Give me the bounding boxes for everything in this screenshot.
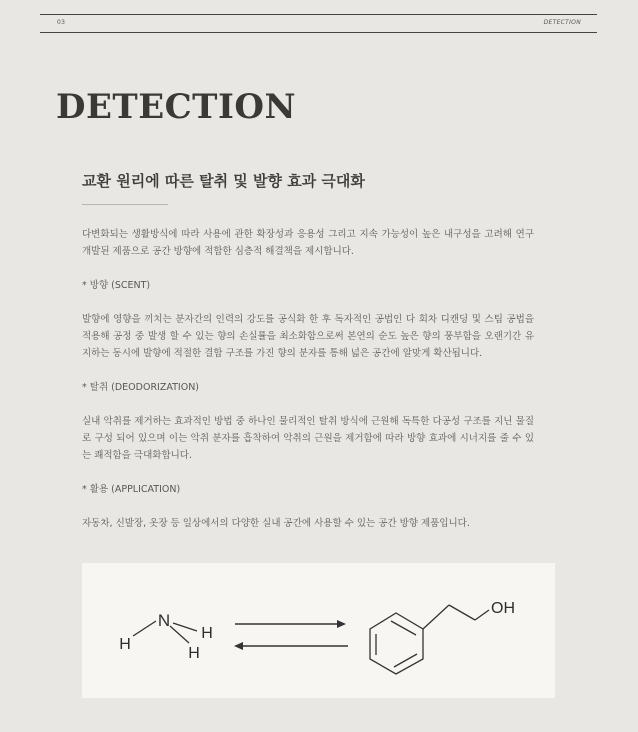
forward-arrow-head	[337, 620, 346, 628]
scent-paragraph: 발향에 영향을 끼치는 분자간의 인력의 강도를 공식화 한 후 독자적인 공법인 다 회차 디캔딩 및 스팀 공법을 적용해 공정 중 발생 할 수 있는 향의 손실률을 최소화함으로써 본연의 순도 높은 향의 풍부함을 오랜기간 유지하는 동시에 발향에 적절한 결합 구조를 가진 향의 분자를 통해 넓은 공간에 알맞게 확산됩니다.	[82, 314, 534, 359]
header-top-rule	[40, 14, 597, 15]
reaction-diagram	[82, 563, 555, 698]
page-title: DETECTION	[56, 87, 297, 127]
deodorization-paragraph: 실내 악취를 제거하는 효과적인 방법 중 하나인 물리적인 탈취 방식에 근원해 독특한 다공성 구조를 지닌 물질로 구성 되어 있으며 이는 악취 분자를 흡착하여 악취의 근원을 제거함에 따라 방향 효과에 시너지를 줄 수 있는 쾌적함을 극대화합니다.	[82, 416, 534, 461]
reverse-arrow-head	[234, 642, 243, 650]
ammonia-hydrogen-label: H	[201, 625, 213, 642]
chain-bond	[449, 605, 475, 620]
intro-paragraph: 다변화되는 생활방식에 따라 사용에 관한 확장성과 응용성 그리고 지속 가능성이 높은 내구성을 고려해 연구 개발된 제품으로 공간 방향에 적합한 심층적 해결책을 제시합니다.	[82, 229, 534, 257]
application-paragraph: 자동차, 신발장, 옷장 등 일상에서의 다양한 실내 공간에 사용할 수 있는 공간 방향 제품입니다.	[82, 518, 470, 529]
ammonia-hydrogen-label: H	[119, 636, 131, 653]
application-heading: * 활용 (APPLICATION)	[82, 484, 181, 495]
header-section-label: DETECTION	[543, 19, 581, 26]
ring-double-bond	[394, 654, 417, 667]
section-subtitle: 교환 원리에 따른 탈취 및 발향 효과 극대화	[82, 172, 365, 190]
page-number: 03	[57, 19, 66, 26]
subtitle-underline	[82, 204, 168, 205]
ammonia-hydrogen-label: H	[188, 645, 200, 662]
ammonia-nitrogen-label: N	[157, 611, 171, 630]
bond-line	[173, 623, 197, 631]
chemical-diagram	[82, 563, 555, 698]
deodorization-heading: * 탈취 (DEODORIZATION)	[82, 382, 200, 393]
chain-bond	[423, 605, 449, 629]
scent-heading: * 방향 (SCENT)	[82, 280, 151, 291]
bond-line	[170, 626, 189, 643]
chain-bond	[475, 610, 489, 620]
bond-line	[133, 621, 156, 636]
header-bottom-rule	[40, 32, 597, 33]
body-content	[82, 226, 534, 532]
hydroxyl-group-label: OH	[491, 600, 515, 617]
